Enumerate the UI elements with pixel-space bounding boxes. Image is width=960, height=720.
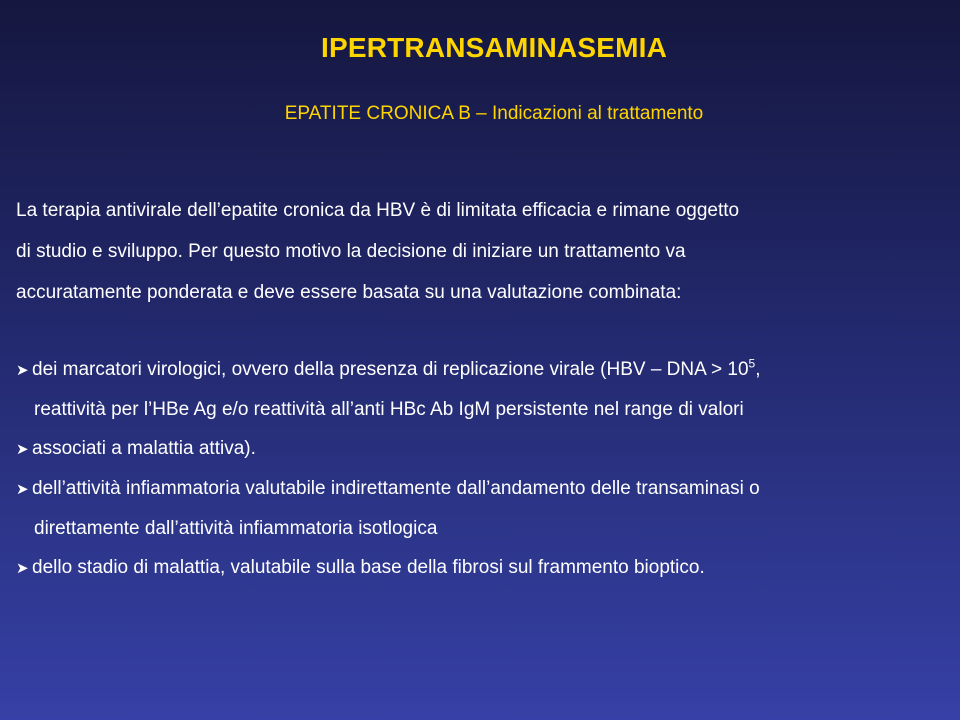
bullet-item-active-disease bbox=[16, 429, 948, 469]
bullet-text: dello stadio di malattia, valutabile sulla base della fibrosi sul frammento bioptico. bbox=[32, 557, 705, 578]
slide-title: IPERTRANSAMINASEMIA bbox=[320, 32, 668, 63]
arrowhead-right-icon: ➤ bbox=[16, 441, 29, 458]
bullet-text: associati a malattia attiva). bbox=[32, 438, 256, 459]
slide-subtitle: EPATITE CRONICA B – Indicazioni al trattamento bbox=[284, 103, 704, 124]
bullet-continuation: reattività per l’HBe Ag e/o reattività all’anti HBc Ab IgM persistente nel range di valori bbox=[34, 399, 744, 420]
bullet-item-inflammatory bbox=[16, 469, 948, 509]
arrowhead-right-icon: ➤ bbox=[16, 560, 29, 577]
paragraph-line: La terapia antivirale dell’epatite cronica da HBV è di limitata efficacia e rimane oggetto bbox=[16, 200, 740, 221]
bullet-item-stage bbox=[16, 548, 948, 588]
arrowhead-right-icon: ➤ bbox=[16, 481, 29, 498]
intro-paragraph bbox=[16, 190, 944, 313]
bullet-list bbox=[16, 350, 948, 588]
paragraph-line: accuratamente ponderata e deve essere basata su una valutazione combinata: bbox=[16, 282, 682, 303]
bullet-continuation: direttamente dall’attività infiammatoria isotlogica bbox=[34, 518, 438, 539]
bullet-text: , bbox=[755, 359, 761, 380]
bullet-text: dell’attività infiammatoria valutabile indirettamente dall’andamento delle transaminasi o bbox=[32, 478, 760, 499]
bullet-item-virological bbox=[16, 350, 948, 390]
bullet-superscript: 5 bbox=[748, 356, 756, 371]
paragraph-line: di studio e sviluppo. Per questo motivo la decisione di iniziare un trattamento va bbox=[16, 241, 686, 262]
bullet-text: dei marcatori virologici, ovvero della presenza di replicazione virale (HBV – DNA > 10 bbox=[32, 359, 749, 380]
arrowhead-right-icon: ➤ bbox=[16, 362, 29, 379]
